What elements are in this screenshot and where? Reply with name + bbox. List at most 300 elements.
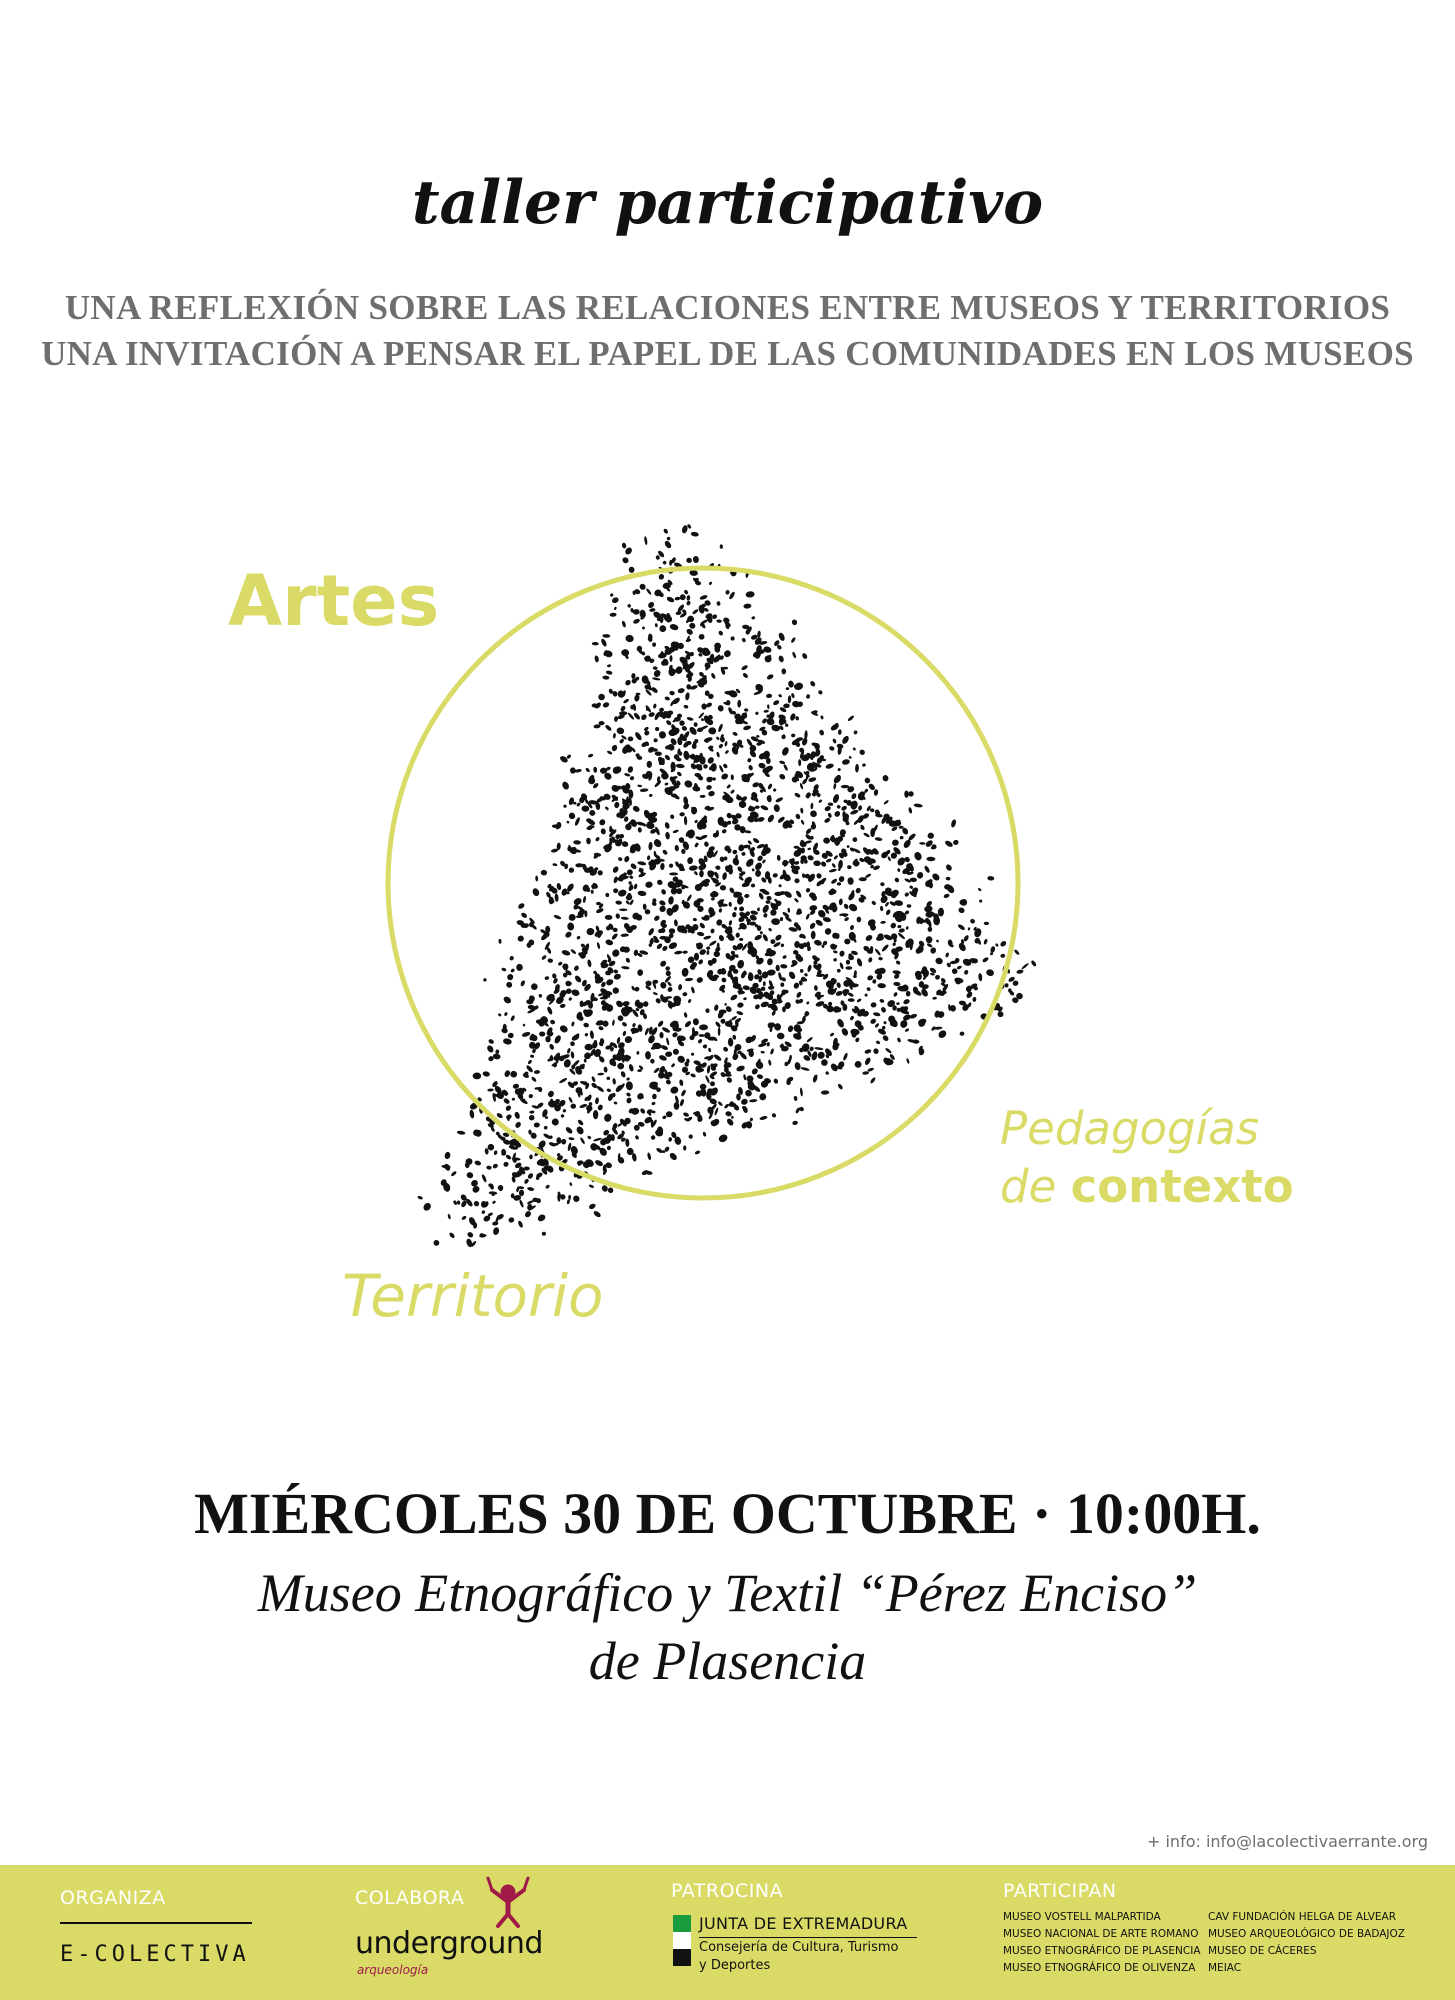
stipple-dot xyxy=(892,942,897,947)
stipple-dot xyxy=(840,805,847,812)
stipple-dot xyxy=(613,973,622,981)
stipple-dot xyxy=(756,1074,763,1080)
stipple-dot xyxy=(690,986,695,994)
stipple-dot xyxy=(766,694,772,699)
stipple-dot xyxy=(838,729,842,735)
stipple-dot xyxy=(711,897,715,901)
stipple-dot xyxy=(682,992,687,997)
stipple-dot xyxy=(583,1022,589,1028)
stipple-dot xyxy=(766,896,772,901)
stipple-dot xyxy=(859,857,866,863)
stipple-dot xyxy=(514,1111,521,1119)
stipple-dot xyxy=(544,976,550,981)
stipple-dot xyxy=(923,865,930,874)
stipple-dot xyxy=(640,788,649,792)
stipple-dot xyxy=(615,913,620,919)
stipple-dot xyxy=(754,934,763,942)
stipple-dot xyxy=(643,1001,649,1007)
stipple-dot xyxy=(812,842,819,852)
stipple-dot xyxy=(780,917,784,922)
stipple-dot xyxy=(904,1028,909,1033)
stipple-dot xyxy=(825,763,834,770)
stipple-dot xyxy=(791,619,798,626)
stipple-dot xyxy=(625,1138,630,1147)
stipple-dot xyxy=(813,860,821,866)
stipple-dot xyxy=(877,983,886,989)
extremadura-flag-icon xyxy=(673,1915,691,1966)
stipple-dot xyxy=(843,903,849,910)
stipple-dot xyxy=(521,1031,531,1038)
stipple-dot xyxy=(872,865,880,871)
stipple-dot xyxy=(768,1059,772,1066)
stipple-dot xyxy=(576,802,581,807)
stipple-dot xyxy=(857,917,862,923)
stipple-dot xyxy=(957,923,966,931)
stipple-dot xyxy=(690,684,698,690)
stipple-dot xyxy=(686,557,693,563)
stipple-dot xyxy=(684,816,688,825)
stipple-dot xyxy=(669,872,678,875)
stipple-dot xyxy=(837,969,841,973)
stipple-dot xyxy=(896,856,907,867)
patrocina-sub-2: y Deportes xyxy=(699,1958,771,1973)
stipple-dot xyxy=(606,1145,611,1150)
stipple-dot xyxy=(732,731,738,737)
stipple-dot xyxy=(626,1092,632,1097)
stipple-dot xyxy=(963,969,968,975)
stipple-dot xyxy=(503,1097,511,1105)
stipple-dot xyxy=(736,1010,744,1015)
stipple-dot xyxy=(631,673,636,679)
stipple-dot xyxy=(605,915,613,920)
stipple-dot xyxy=(742,672,749,679)
stipple-dot xyxy=(632,703,636,711)
stipple-dot xyxy=(663,540,672,550)
underground-figure-icon xyxy=(484,1872,532,1930)
stipple-dot xyxy=(676,763,685,768)
stipple-dot xyxy=(751,883,756,887)
stipple-dot xyxy=(660,1044,669,1051)
info-contact[interactable]: + info: info@lacolectivaerrante.org xyxy=(1146,1832,1428,1851)
stipple-dot xyxy=(663,528,669,535)
stipple-dot xyxy=(708,1047,712,1052)
stipple-dot xyxy=(809,1046,814,1052)
stipple-dot xyxy=(780,983,784,987)
stipple-dot xyxy=(792,651,797,658)
stipple-dot xyxy=(568,997,572,1002)
stipple-dot xyxy=(612,865,620,873)
stipple-dot xyxy=(537,1213,547,1222)
stipple-dot xyxy=(573,965,580,972)
stipple-dot xyxy=(706,869,715,878)
stipple-dot xyxy=(563,804,568,809)
stipple-dot xyxy=(832,738,837,744)
stipple-dot xyxy=(724,750,729,755)
stipple-dot xyxy=(794,898,799,904)
stipple-dot xyxy=(611,596,619,604)
stipple-dot xyxy=(855,764,859,773)
stipple-dot xyxy=(743,997,747,1001)
stipple-dot xyxy=(666,971,671,977)
stipple-dot xyxy=(885,909,891,916)
stipple-dot xyxy=(759,1115,768,1120)
stipple-dot xyxy=(517,935,524,942)
stipple-dot xyxy=(651,1121,654,1128)
stipple-dot xyxy=(466,1231,474,1239)
stipple-dot xyxy=(712,777,716,780)
stipple-dot xyxy=(848,902,859,912)
stipple-dot xyxy=(645,881,653,888)
stipple-dot xyxy=(658,573,665,580)
stipple-dot xyxy=(473,1200,480,1207)
stipple-dot xyxy=(514,1121,522,1129)
stipple-dot xyxy=(656,942,664,950)
stipple-dot xyxy=(587,1135,592,1140)
stipple-dot xyxy=(937,1029,948,1040)
stipple-dot xyxy=(653,1067,660,1074)
stipple-dot xyxy=(770,1048,775,1055)
stipple-dot xyxy=(758,1092,767,1101)
stipple-dot xyxy=(700,795,706,798)
stipple-dot xyxy=(804,973,808,977)
stipple-dot xyxy=(741,851,746,856)
stipple-dot xyxy=(700,1084,707,1090)
stipple-dot xyxy=(836,804,841,809)
stipple-dot xyxy=(828,802,834,806)
stipple-dot xyxy=(773,788,777,792)
stipple-dot xyxy=(505,1154,512,1160)
stipple-dot xyxy=(898,928,905,933)
stipple-dot xyxy=(819,729,825,736)
stipple-dot xyxy=(679,812,685,817)
stipple-dot xyxy=(766,795,772,803)
stipple-dot xyxy=(669,864,673,868)
stipple-dot xyxy=(725,1111,732,1117)
stipple-dot xyxy=(791,693,795,699)
stipple-dot xyxy=(810,803,813,810)
stipple-dot xyxy=(821,1090,830,1095)
stipple-dot xyxy=(710,672,716,679)
stipple-dot xyxy=(745,591,755,598)
stipple-dot xyxy=(767,814,776,824)
stipple-dot xyxy=(697,1038,703,1044)
stipple-dot xyxy=(698,633,706,641)
stipple-dot xyxy=(614,716,618,722)
stipple-dot xyxy=(597,869,604,876)
stipple-dot xyxy=(539,1031,545,1036)
stipple-dot xyxy=(658,905,667,913)
stipple-dot xyxy=(706,1065,710,1074)
stipple-dot xyxy=(654,751,662,756)
stipple-dot xyxy=(561,781,570,791)
organiza-logo-text: E-COLECTIVA xyxy=(60,1942,250,1967)
stipple-dot xyxy=(778,632,786,642)
stipple-dot xyxy=(672,829,679,834)
stipple-dot xyxy=(767,704,770,709)
stipple-dot xyxy=(417,1195,423,1200)
stipple-dot xyxy=(959,898,968,907)
stipple-dot xyxy=(671,1063,676,1068)
stipple-dot xyxy=(620,1071,627,1079)
stipple-dot xyxy=(722,763,728,769)
stipple-dot xyxy=(575,1125,585,1135)
stipple-dot xyxy=(621,966,630,970)
stipple-dot xyxy=(648,712,655,718)
stipple-dot xyxy=(806,1001,810,1005)
stipple-dot xyxy=(824,928,832,936)
stipple-dot xyxy=(570,1103,576,1109)
stipple-dot xyxy=(566,1048,571,1054)
stipple-dot xyxy=(559,1024,569,1034)
stipple-dot xyxy=(811,1051,819,1061)
stipple-dot xyxy=(928,833,935,839)
stipple-dot xyxy=(606,750,612,755)
stipple-dot xyxy=(864,1049,872,1055)
stipple-dot xyxy=(718,908,722,913)
stipple-dot xyxy=(492,1053,501,1060)
stipple-dot xyxy=(916,871,924,880)
stipple-dot xyxy=(686,600,691,606)
stipple-dot xyxy=(538,994,542,998)
stipple-dot xyxy=(800,819,805,825)
stipple-dot xyxy=(846,966,853,969)
stipple-dot xyxy=(668,1137,672,1142)
stipple-dot xyxy=(775,796,784,803)
stipple-dot xyxy=(481,1174,487,1183)
stipple-dot xyxy=(874,1023,879,1029)
stipple-dot xyxy=(679,593,687,601)
stipple-dot xyxy=(557,961,562,966)
stipple-dot xyxy=(773,1078,779,1085)
participant-museum: MUSEO ARQUEOLÓGICO DE BADAJOZ xyxy=(1208,1928,1405,1940)
stipple-dot xyxy=(823,837,831,844)
stipple-dot xyxy=(486,1165,492,1170)
stipple-dot xyxy=(745,1120,753,1129)
stipple-dot xyxy=(531,1076,538,1083)
stipple-dot xyxy=(675,611,682,616)
stipple-dot xyxy=(789,713,796,722)
stipple-dot xyxy=(498,939,501,944)
stipple-dot xyxy=(899,1019,908,1029)
stipple-dot xyxy=(807,847,811,850)
stipple-dot xyxy=(824,817,832,824)
stipple-dot xyxy=(849,1015,855,1021)
stipple-dot xyxy=(664,822,670,830)
stipple-dot xyxy=(588,809,596,817)
stipple-dot xyxy=(724,741,728,747)
stipple-dot xyxy=(708,790,716,797)
stipple-dot xyxy=(763,710,769,714)
stipple-dot xyxy=(643,904,647,911)
stipple-dot xyxy=(571,988,581,997)
stipple-dot xyxy=(552,863,557,866)
stipple-dot xyxy=(645,588,652,596)
subtitle-line-2: UNA INVITACIÓN A PENSAR EL PAPEL DE LAS COMUNIDADES EN LOS MUSEOS xyxy=(41,334,1414,373)
stipple-dot xyxy=(586,928,595,936)
stipple-dot xyxy=(527,1204,532,1211)
stipple-dot xyxy=(737,700,741,708)
stipple-dot xyxy=(730,636,736,642)
stipple-dot xyxy=(726,784,731,789)
stipple-dot xyxy=(612,1020,616,1027)
stipple-dot xyxy=(457,1200,461,1205)
stipple-dot xyxy=(738,906,744,912)
stipple-dot xyxy=(562,1109,566,1113)
stipple-dot xyxy=(747,758,752,763)
stipple-dot xyxy=(697,959,703,966)
stipple-dot xyxy=(605,939,614,947)
stipple-dot xyxy=(791,734,795,738)
stipple-dot xyxy=(589,1030,594,1039)
stipple-dot xyxy=(895,960,901,966)
stipple-dot xyxy=(561,949,571,956)
stipple-dot xyxy=(893,991,898,997)
stipple-dot xyxy=(838,875,845,883)
stipple-dot xyxy=(999,940,1007,948)
stipple-dot xyxy=(899,836,903,840)
stipple-dot xyxy=(710,1081,716,1086)
stipple-dot xyxy=(904,892,910,898)
stipple-dot xyxy=(816,872,823,879)
stipple-dot xyxy=(852,747,856,751)
stipple-dot xyxy=(684,1020,692,1028)
stipple-dot xyxy=(720,885,727,891)
stipple-dot xyxy=(547,1090,555,1098)
stipple-dot xyxy=(952,839,959,846)
stipple-dot xyxy=(660,771,670,781)
stipple-dot xyxy=(683,1112,690,1118)
stipple-dot xyxy=(589,1142,599,1152)
stipple-dot xyxy=(552,977,558,984)
stipple-dot xyxy=(598,818,606,826)
stipple-dot xyxy=(570,1041,576,1047)
stipple-dot xyxy=(879,998,885,1003)
stipple-dot xyxy=(602,675,609,680)
stipple-dot xyxy=(510,968,515,973)
stipple-dot xyxy=(502,995,512,1005)
stipple-dot xyxy=(591,1076,596,1083)
stipple-dot xyxy=(665,719,672,726)
event-venue-line-1: Museo Etnográfico y Textil “Pérez Enciso” xyxy=(257,1563,1198,1623)
stipple-dot xyxy=(633,609,640,615)
stipple-dot xyxy=(726,1076,733,1084)
stipple-dot xyxy=(862,763,867,767)
stipple-dot xyxy=(672,1048,680,1056)
stipple-dot xyxy=(668,1152,678,1162)
stipple-dot xyxy=(667,986,674,993)
stipple-dot xyxy=(820,1058,829,1067)
stipple-dot xyxy=(583,896,587,903)
stipple-dot xyxy=(716,619,722,623)
stipple-dot xyxy=(1013,949,1020,956)
stipple-dot xyxy=(842,759,851,766)
stipple-dot xyxy=(865,934,874,943)
stipple-dot xyxy=(859,877,867,881)
stipple-dot xyxy=(588,753,594,758)
stipple-dot xyxy=(730,789,735,794)
stipple-dot xyxy=(690,531,699,537)
stipple-dot xyxy=(604,806,609,811)
stipple-dot xyxy=(697,931,705,936)
stipple-dot xyxy=(781,734,786,739)
stipple-dot xyxy=(702,1044,708,1050)
stipple-dot xyxy=(642,626,646,630)
stipple-dot xyxy=(620,705,627,712)
participant-museum: MUSEO VOSTELL MALPARTIDA xyxy=(1003,1911,1161,1923)
stipple-dot xyxy=(653,669,662,678)
stipple-dot xyxy=(554,893,559,902)
participant-museum: MUSEO ETNOGRÁFICO DE PLASENCIA xyxy=(1003,1945,1201,1957)
stipple-dot xyxy=(720,772,729,781)
stipple-dot xyxy=(794,1062,801,1071)
stipple-dot xyxy=(444,1151,451,1159)
stipple-dot xyxy=(829,943,838,951)
stipple-dot xyxy=(744,708,749,712)
stipple-dot xyxy=(667,981,672,987)
stipple-dot xyxy=(875,1040,880,1045)
stipple-dot xyxy=(767,1042,771,1047)
stipple-dot xyxy=(686,595,690,601)
patrocina-name: JUNTA DE EXTREMADURA xyxy=(699,1914,908,1933)
stipple-dot xyxy=(824,805,832,812)
stipple-dot xyxy=(636,1051,639,1055)
stipple-dot xyxy=(747,840,752,845)
stipple-dot xyxy=(686,716,693,721)
stipple-dot xyxy=(448,1232,455,1239)
stipple-dot xyxy=(699,870,704,877)
stipple-dot xyxy=(658,899,666,906)
stipple-dot xyxy=(795,813,801,820)
stipple-dot xyxy=(633,949,638,956)
stipple-dot xyxy=(780,943,784,948)
stipple-dot xyxy=(811,931,816,940)
stipple-dot xyxy=(600,638,608,647)
stipple-dot xyxy=(531,983,538,990)
stipple-dot xyxy=(703,764,709,769)
stipple-dot xyxy=(892,839,900,846)
label-pedagogias: Pedagogías xyxy=(1000,1102,1260,1155)
stipple-dot xyxy=(666,537,670,541)
stipple-dot xyxy=(906,1058,910,1064)
stipple-dot xyxy=(625,634,635,643)
stipple-dot xyxy=(883,933,893,941)
stipple-dot xyxy=(682,950,688,954)
stipple-dot xyxy=(820,715,824,720)
stipple-dot xyxy=(760,1051,765,1054)
stipple-dot xyxy=(849,924,854,930)
stipple-dot xyxy=(512,1098,515,1101)
stipple-dot xyxy=(517,1220,524,1228)
stipple-dot xyxy=(728,902,732,907)
stipple-dot xyxy=(570,1051,574,1059)
stipple-dot xyxy=(880,921,886,925)
stipple-dot xyxy=(674,1102,680,1110)
stipple-dot xyxy=(985,968,994,977)
participan-label: PARTICIPAN xyxy=(1003,1880,1117,1902)
stipple-dot xyxy=(726,1117,735,1126)
stipple-dot xyxy=(736,959,744,969)
stipple-dot xyxy=(625,957,631,963)
stipple-dot xyxy=(760,804,769,811)
stipple-dot xyxy=(705,1075,711,1084)
stipple-dot xyxy=(565,981,571,987)
stipple-dot xyxy=(450,1170,457,1177)
stipple-dot xyxy=(559,1003,566,1008)
stipple-dot xyxy=(636,1092,645,1101)
stipple-dot xyxy=(729,994,738,1002)
stipple-dot xyxy=(936,939,940,943)
stipple-dot xyxy=(867,975,874,981)
